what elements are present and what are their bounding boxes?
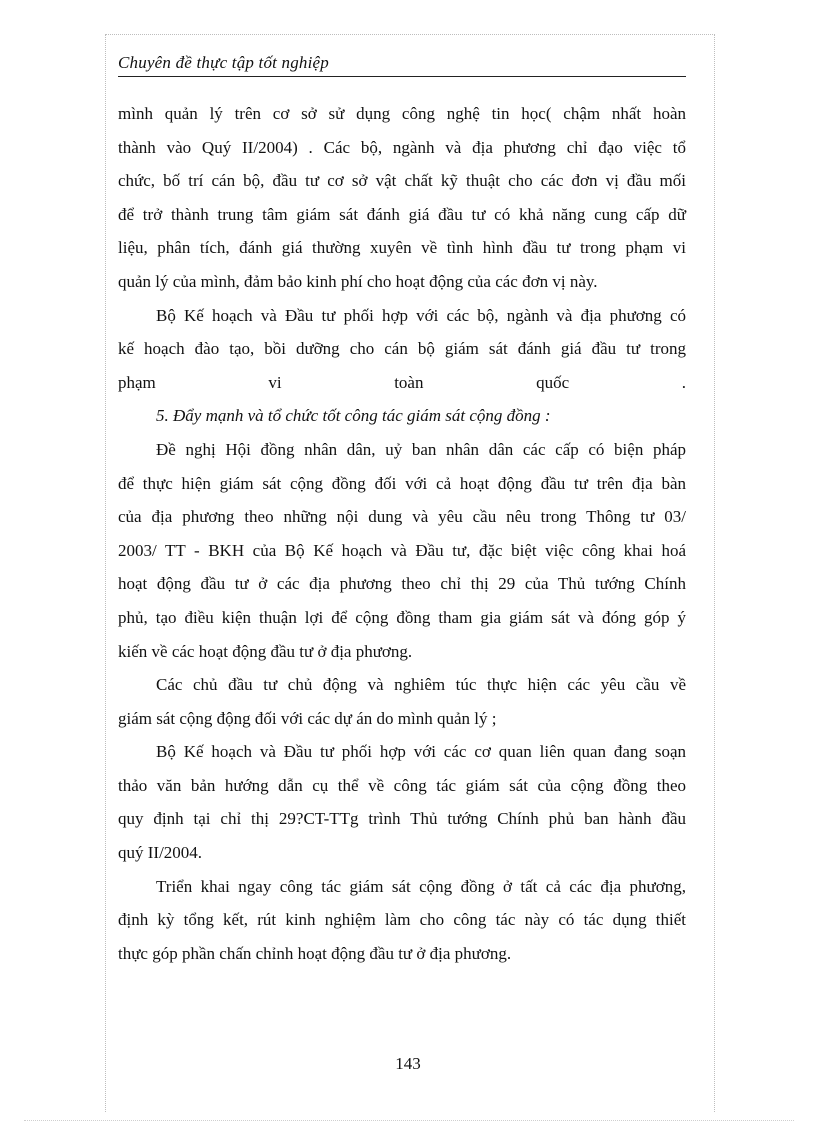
spread-word: vi xyxy=(268,372,282,392)
text-line: để trở thành trung tâm giám sát đánh giá đầu tư có khả năng cung cấp dữ xyxy=(118,204,686,224)
paragraph-implementation xyxy=(118,870,686,971)
text-line: Bộ Kế hoạch và Đầu tư phối hợp với các cơ quan liên quan đang soạn xyxy=(156,742,686,762)
text-line: phủ, tạo điều kiện thuận lợi để cộng đồng tham gia giám sát và đóng góp ý xyxy=(118,607,686,627)
text-line: Các chủ đầu tư chủ động và nghiêm túc thực hiện các yêu cầu về xyxy=(156,675,686,695)
text-line: quý II/2004. xyxy=(118,843,203,863)
text-line: quản lý của mình, đảm bảo kinh phí cho hoạt động của các đơn vị này. xyxy=(118,271,598,291)
text-line: kiến về các hoạt động đầu tư ở địa phương. xyxy=(118,641,413,661)
text-line: kế hoạch đào tạo, bồi dưỡng cho cán bộ giám sát đánh giá đầu tư trong xyxy=(118,339,686,359)
section-heading xyxy=(118,399,686,433)
spread-word: phạm xyxy=(118,372,156,392)
text-line: thảo văn bản hướng dẫn cụ thể về công tác giám sát của cộng đồng theo xyxy=(118,775,686,795)
page-bottom-divider xyxy=(24,1120,794,1121)
paragraph-guidance-drafting xyxy=(118,735,686,869)
text-line: thực góp phần chấn chỉnh hoạt động đầu tư ở địa phương. xyxy=(118,943,512,963)
text-line: giám sát cộng động đối với các dự án do mình quản lý ; xyxy=(118,708,497,728)
text-line: định kỳ tổng kết, rút kinh nghiệm làm cho công tác này có tác dụng thiết xyxy=(118,910,686,930)
paragraph-continuation xyxy=(118,97,686,299)
spread-word: toàn xyxy=(394,372,424,392)
document-body xyxy=(118,97,686,970)
text-line: 2003/ TT - BKH của Bộ Kế hoạch và Đầu tư, đặc biệt việc công khai hoá xyxy=(118,540,686,560)
text-line: liệu, phân tích, đánh giá thường xuyên về tình hình đầu tư trong phạm vi xyxy=(118,238,686,258)
text-line: Bộ Kế hoạch và Đầu tư phối hợp với các bộ, ngành và địa phương có xyxy=(156,305,686,325)
paragraph-training-plan xyxy=(118,299,686,400)
text-line: hoạt động đầu tư ở các địa phương theo chỉ thị 29 của Thủ tướng Chính xyxy=(118,574,686,594)
spread-word: quốc xyxy=(536,372,570,392)
text-line: mình quản lý trên cơ sở sử dụng công nghệ tin học( chậm nhất hoàn xyxy=(118,104,686,123)
running-header xyxy=(118,50,686,77)
spread-text-line xyxy=(118,366,686,400)
text-line: Triển khai ngay công tác giám sát cộng đồng ở tất cả các địa phương, xyxy=(156,876,686,896)
text-line: quy định tại chỉ thị 29?CT-TTg trình Thủ tướng Chính phủ ban hành đầu xyxy=(118,809,686,829)
spread-word: . xyxy=(681,372,686,392)
text-line: chức, bố trí cán bộ, đầu tư cơ sở vật chất kỹ thuật cho các đơn vị đầu mối xyxy=(118,171,686,191)
text-line: để thực hiện giám sát cộng đồng đối với cả hoạt động đầu tư trên địa bàn xyxy=(118,473,686,493)
paragraph-community-supervision xyxy=(118,433,686,668)
text-line: Đề nghị Hội đồng nhân dân, uỷ ban nhân dân các cấp có biện pháp xyxy=(156,439,686,459)
paragraph-investors xyxy=(118,668,686,735)
text-line: của địa phương theo những nội dung và yêu cầu nêu trong Thông tư 03/ xyxy=(118,507,686,527)
page-number: 143 xyxy=(395,1054,421,1073)
running-header-title: Chuyên đề thực tập tốt nghiệp xyxy=(118,53,330,72)
section-heading-text: 5. Đẩy mạnh và tổ chức tốt công tác giám sát cộng đồng : xyxy=(156,406,551,426)
text-line: thành vào Quý II/2004) . Các bộ, ngành và địa phương chỉ đạo việc tổ xyxy=(118,137,686,157)
